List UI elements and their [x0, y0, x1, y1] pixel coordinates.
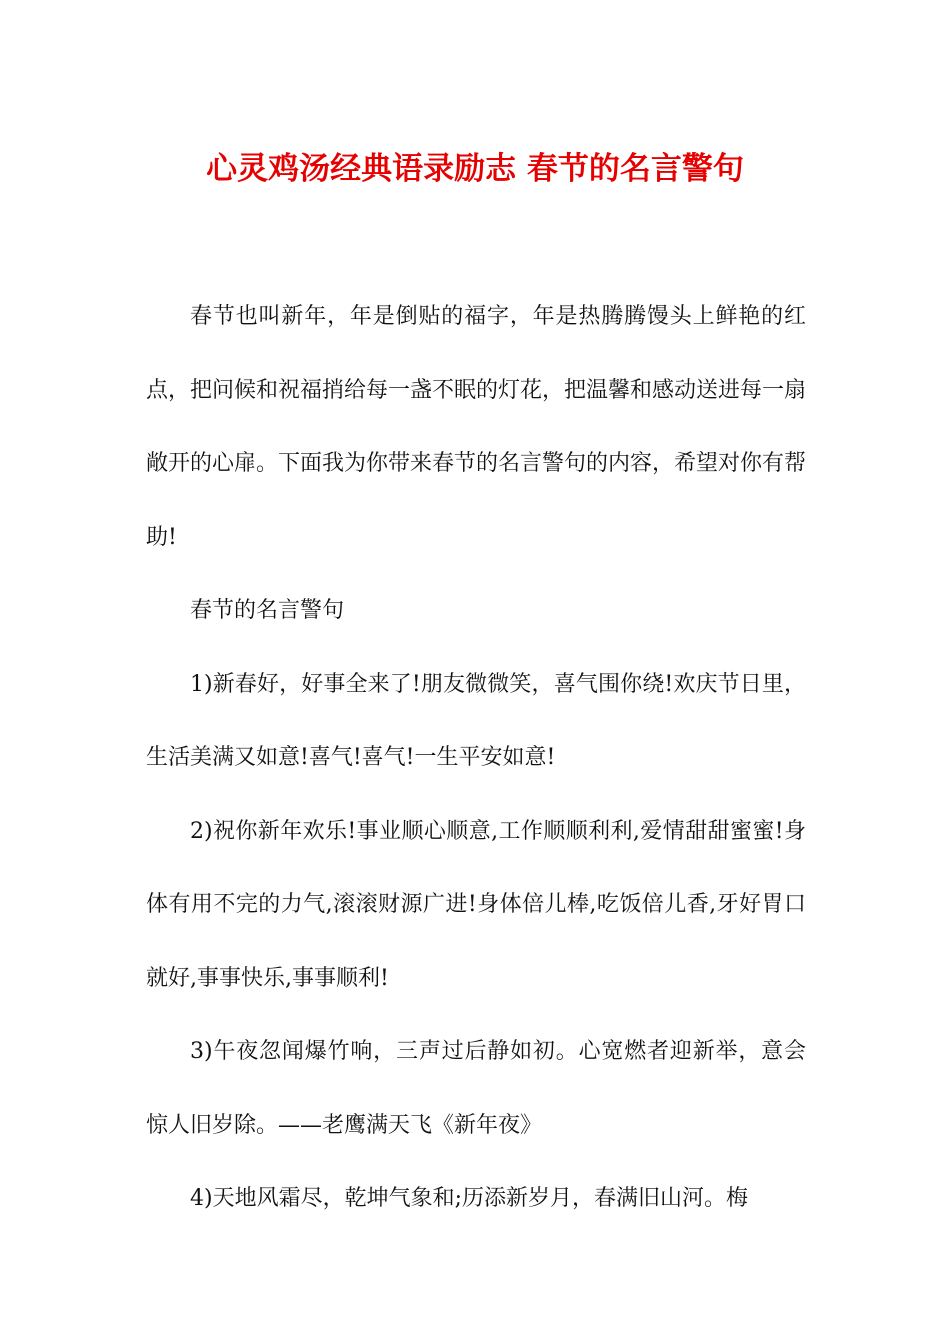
- quote-paragraph-1: 1)新春好，好事全来了!朋友微微笑，喜气围你绕!欢庆节日里，生活美满又如意!喜气!喜气!一生平安如意!: [146, 671, 806, 770]
- intro-paragraph: 春节也叫新年，年是倒贴的福字，年是热腾腾馒头上鲜艳的红点，把问候和祝福捎给每一盏不眠的灯花，把温馨和感动送进每一扇敞开的心扉。下面我为你带来春节的名言警句的内容，希望对你有帮助!: [146, 304, 807, 550]
- document-body: [146, 280, 806, 1236]
- section-heading: 春节的名言警句: [190, 598, 345, 623]
- quote-paragraph-4: 4)天地风霜尽，乾坤气象和;历添新岁月，春满旧山河。梅: [190, 1186, 748, 1211]
- document-title: 心灵鸡汤经典语录励志 春节的名言警句: [206, 151, 744, 187]
- quote-paragraph-3: 3)午夜忽闻爆竹响，三声过后静如初。心宽燃者迎新举，意会惊人旧岁除。——老鹰满天飞《新年夜》: [146, 1039, 806, 1138]
- quote-paragraph-2: 2)祝你新年欢乐!事业顺心顺意,工作顺顺利利,爱情甜甜蜜蜜!身体有用不完的力气,滚滚财源广进!身体倍儿棒,吃饭倍儿香,牙好胃口就好,事事快乐,事事顺利!: [146, 818, 806, 991]
